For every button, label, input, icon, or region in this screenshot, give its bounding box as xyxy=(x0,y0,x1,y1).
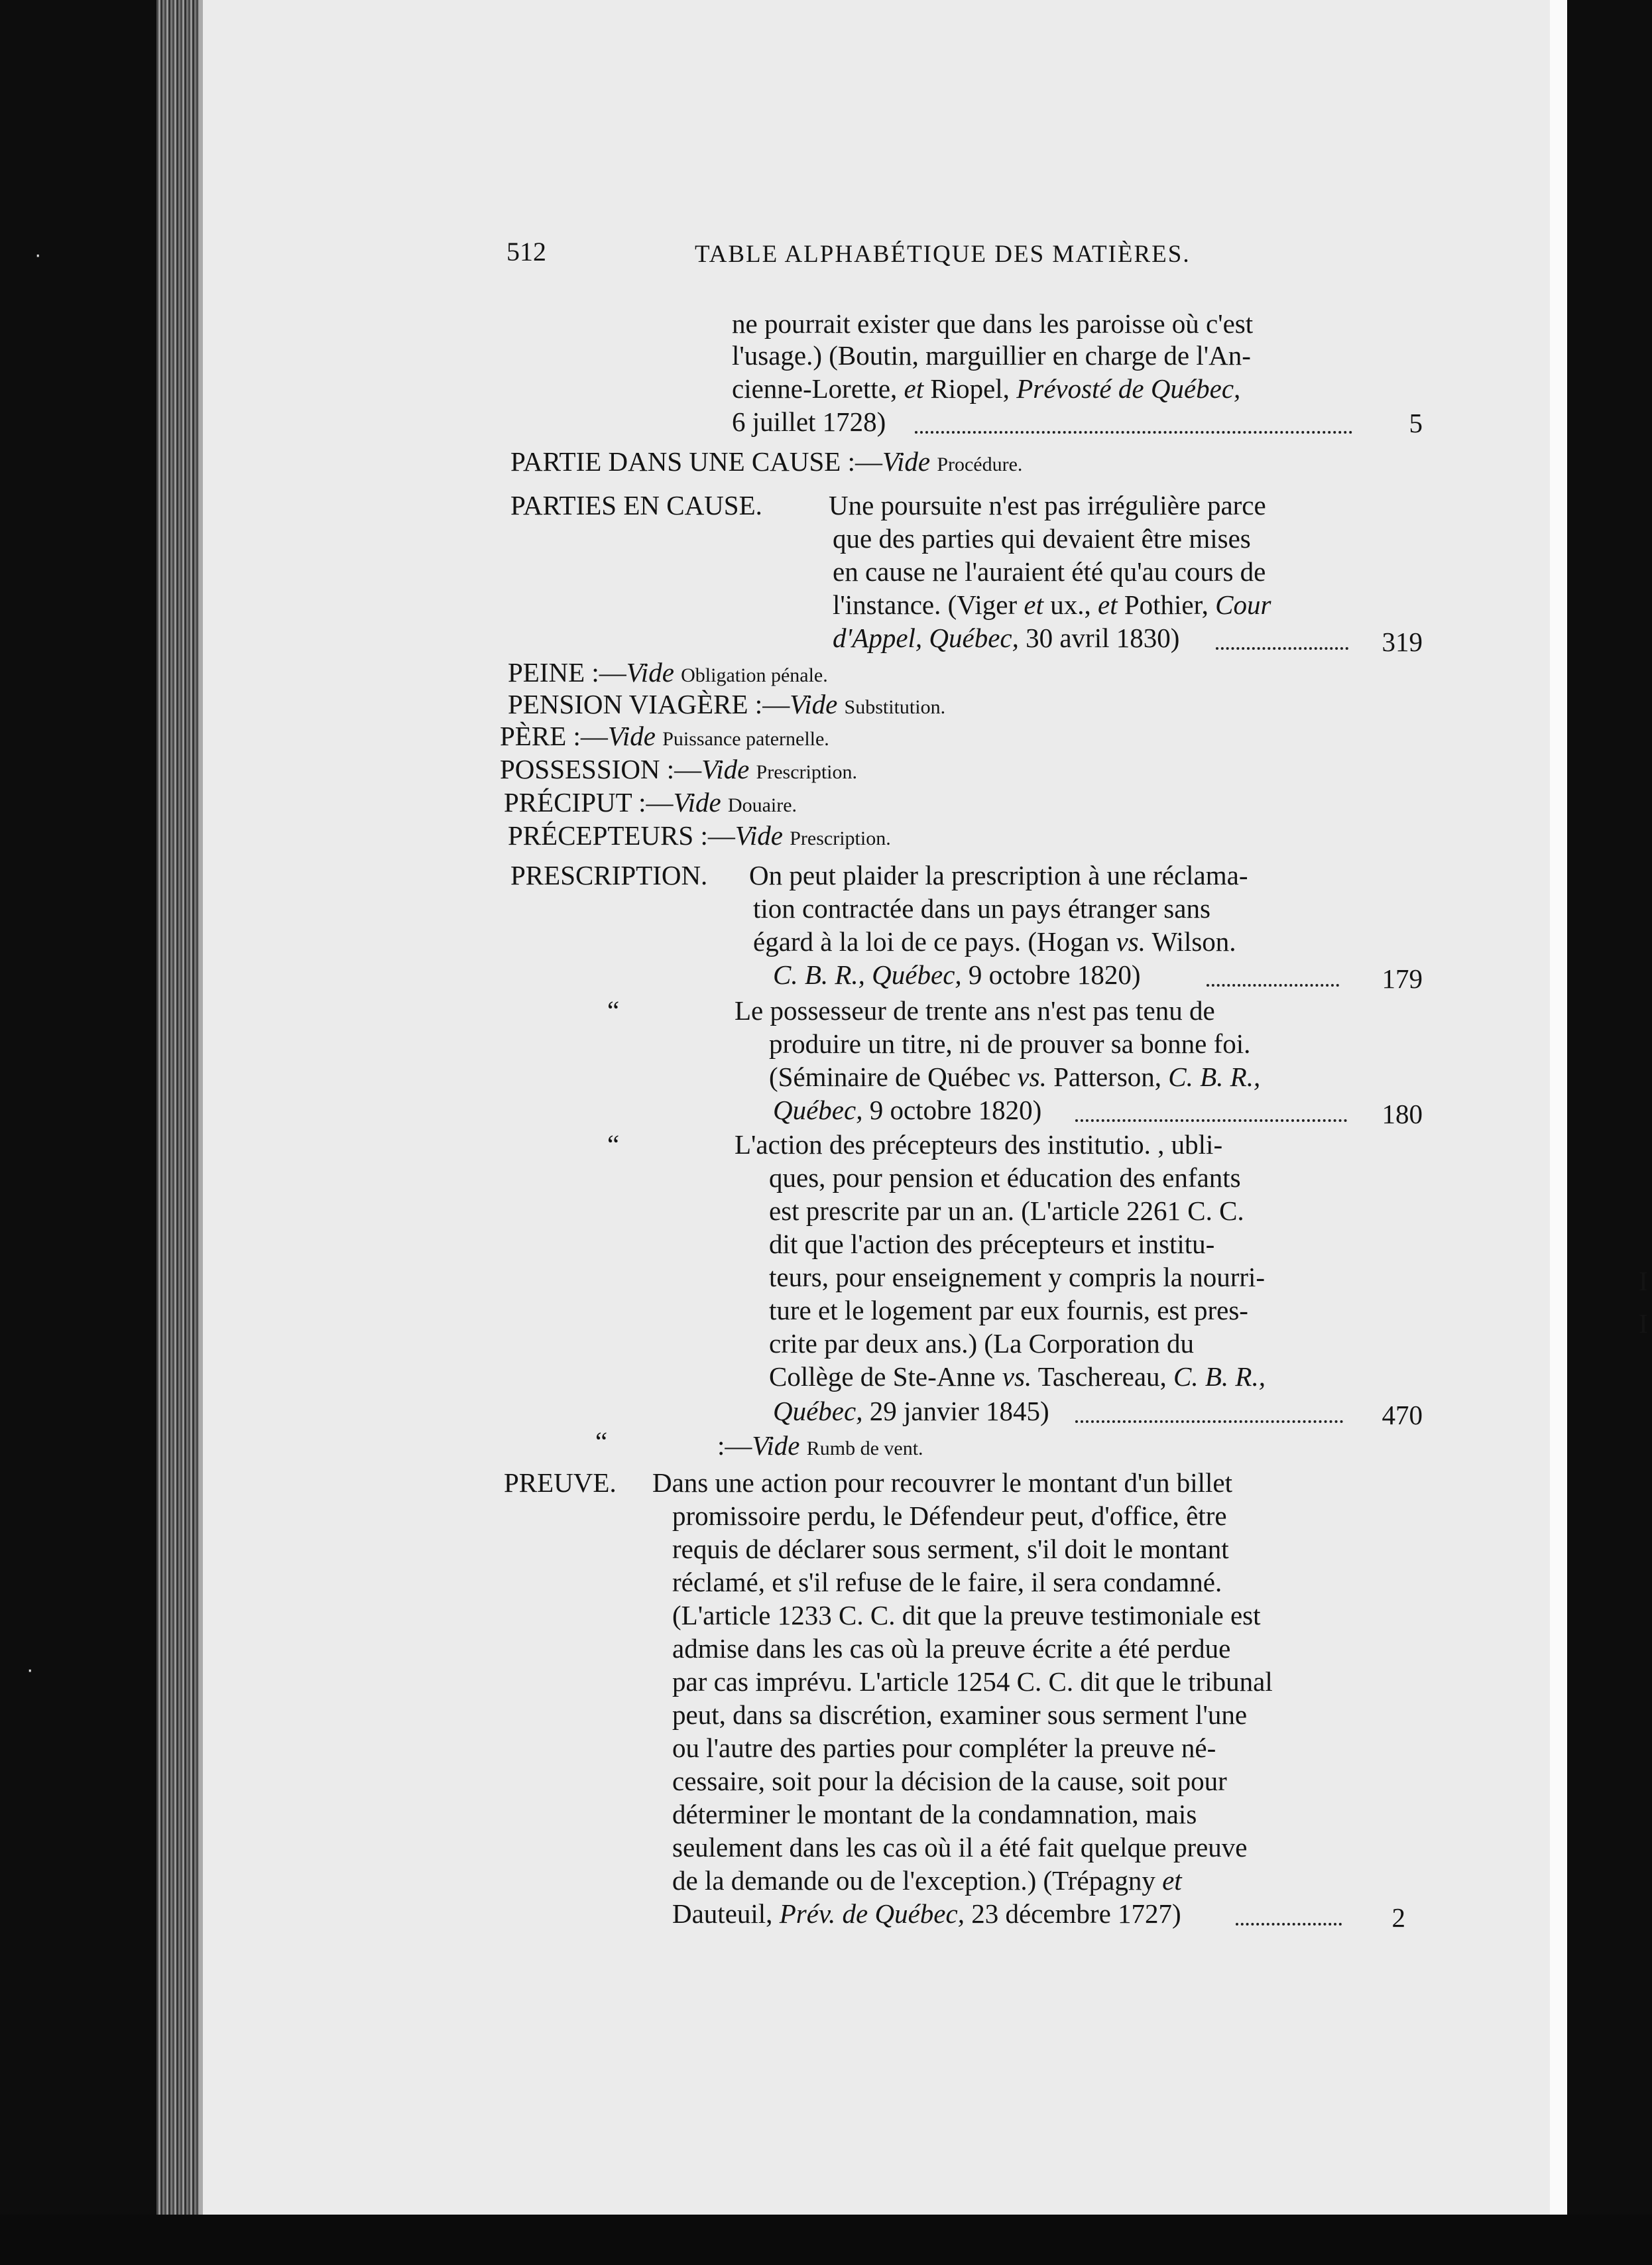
entry-line: ne pourrait exister que dans les paroisse où c'est xyxy=(732,308,1254,339)
entry-line: C. B. R., Québec, 9 octobre 1820) xyxy=(773,959,1141,990)
page-reference: 2 xyxy=(1391,1902,1405,1933)
entry-line: Collège de Ste-Anne vs. Taschereau, C. B. R., xyxy=(769,1361,1266,1392)
facing-page-mark: I xyxy=(1639,1266,1648,1296)
entry-line: cienne-Lorette, et Riopel, Prévosté de Québec, xyxy=(732,373,1241,404)
entry-line: tion contractée dans un pays étranger sans xyxy=(753,893,1210,924)
page-reference: 179 xyxy=(1382,963,1423,994)
leader-dots xyxy=(1075,1117,1347,1122)
index-entry-xref: PÈRE :—Vide Puissance paternelle. xyxy=(500,721,829,751)
scan-speck: · xyxy=(25,1662,35,1680)
entry-line: ou l'autre des parties pour compléter la preuve né- xyxy=(672,1733,1216,1763)
ditto-mark: “ xyxy=(607,995,620,1026)
entry-line: cessaire, soit pour la décision de la cause, soit pour xyxy=(672,1766,1227,1796)
entry-line: déterminer le montant de la condamnation, mais xyxy=(672,1799,1197,1829)
leader-dots xyxy=(915,428,1352,434)
index-entry-xref: :—Vide Rumb de vent. xyxy=(717,1430,923,1461)
entry-line: réclamé, et s'il refuse de le faire, il sera condamné. xyxy=(672,1567,1222,1597)
entry-line: l'instance. (Viger et ux., et Pothier, Cour xyxy=(833,589,1271,620)
index-entry-xref: PENSION VIAGÈRE :—Vide Substitution. xyxy=(508,689,946,719)
leader-dots xyxy=(1207,981,1339,987)
entry-line: l'usage.) (Boutin, marguillier en charge de l'An- xyxy=(732,340,1251,371)
index-entry-xref: PARTIE DANS UNE CAUSE :—Vide Procédure. xyxy=(510,446,1023,477)
entry-line: Québec, 9 octobre 1820) xyxy=(773,1095,1042,1125)
leader-dots xyxy=(1236,1920,1342,1926)
leader-dots xyxy=(1075,1418,1343,1423)
entry-line: seulement dans les cas où il a été fait quelque preuve xyxy=(672,1832,1248,1863)
scan-border xyxy=(0,2215,1652,2265)
entry-line: Une poursuite n'est pas irrégulière parce xyxy=(829,490,1266,520)
entry-line: d'Appel, Québec, 30 avril 1830) xyxy=(833,623,1180,653)
index-entry-head: PARTIES EN CAUSE. xyxy=(510,490,762,520)
entry-line: Le possesseur de trente ans n'est pas tenu de xyxy=(735,995,1215,1026)
entry-line: (Séminaire de Québec vs. Patterson, C. B. R., xyxy=(769,1062,1261,1092)
page-reference: 470 xyxy=(1382,1400,1423,1430)
entry-line: ques, pour pension et éducation des enfants xyxy=(769,1162,1241,1193)
page-number: 512 xyxy=(506,237,546,267)
entry-line: ture et le logement par eux fournis, est pres- xyxy=(769,1295,1248,1325)
ditto-mark: “ xyxy=(607,1129,620,1160)
facing-page-mark: I xyxy=(1639,1308,1648,1339)
entry-line: Québec, 29 janvier 1845) xyxy=(773,1396,1049,1426)
entry-line: Dauteuil, Prév. de Québec, 23 décembre 1727) xyxy=(672,1898,1181,1929)
index-entry-xref: PRÉCEPTEURS :—Vide Prescription. xyxy=(508,820,891,851)
entry-line: est prescrite par un an. (L'article 2261 C. C. xyxy=(769,1195,1244,1226)
entry-line: promissoire perdu, le Défendeur peut, d'office, être xyxy=(672,1500,1227,1531)
index-entry-xref: PRÉCIPUT :—Vide Douaire. xyxy=(504,787,797,818)
entry-line: dit que l'action des précepteurs et institu- xyxy=(769,1229,1215,1259)
page-reference: 180 xyxy=(1382,1099,1423,1129)
ditto-mark: “ xyxy=(595,1426,608,1457)
page-reference: 5 xyxy=(1409,408,1423,438)
entry-line: en cause ne l'auraient été qu'au cours de xyxy=(833,556,1266,587)
entry-line: Dans une action pour recouvrer le montant d'un billet xyxy=(652,1467,1232,1498)
index-entry-xref: PEINE :—Vide Obligation pénale. xyxy=(508,657,828,688)
entry-line: de la demande ou de l'exception.) (Trépagny et xyxy=(672,1865,1182,1896)
entry-line: crite par deux ans.) (La Corporation du xyxy=(769,1328,1194,1359)
leader-dots xyxy=(1216,644,1348,650)
entry-line: peut, dans sa discrétion, examiner sous serment l'une xyxy=(672,1699,1248,1730)
entry-line: admise dans les cas où la preuve écrite a été perdue xyxy=(672,1633,1231,1664)
entry-line: 6 juillet 1728) xyxy=(732,406,886,437)
entry-line: teurs, pour enseignement y compris la nourri- xyxy=(769,1262,1266,1292)
entry-line: (L'article 1233 C. C. dit que la preuve testimoniale est xyxy=(672,1600,1261,1630)
index-entry-head: PRESCRIPTION. xyxy=(510,860,708,890)
index-entry-xref: POSSESSION :—Vide Prescription. xyxy=(500,754,858,784)
index-entry-head: PREUVE. xyxy=(504,1467,617,1498)
page-edge xyxy=(1550,0,1567,2215)
entry-line: égard à la loi de ce pays. (Hogan vs. Wilson. xyxy=(753,926,1236,957)
entry-line: par cas imprévu. L'article 1254 C. C. dit que le tribunal xyxy=(672,1666,1273,1697)
entry-line: On peut plaider la prescription à une réclama- xyxy=(749,860,1248,890)
entry-line: requis de déclarer sous serment, s'il doit le montant xyxy=(672,1534,1229,1564)
entry-line: que des parties qui devaient être mises xyxy=(833,523,1251,554)
entry-line: produire un titre, ni de prouver sa bonne foi. xyxy=(769,1028,1251,1059)
scan-speck: · xyxy=(33,247,43,265)
running-title: TABLE ALPHABÉTIQUE DES MATIÈRES. xyxy=(695,241,1191,268)
entry-line: L'action des précepteurs des institutio. , ubli- xyxy=(735,1129,1223,1160)
page-reference: 319 xyxy=(1382,627,1423,657)
